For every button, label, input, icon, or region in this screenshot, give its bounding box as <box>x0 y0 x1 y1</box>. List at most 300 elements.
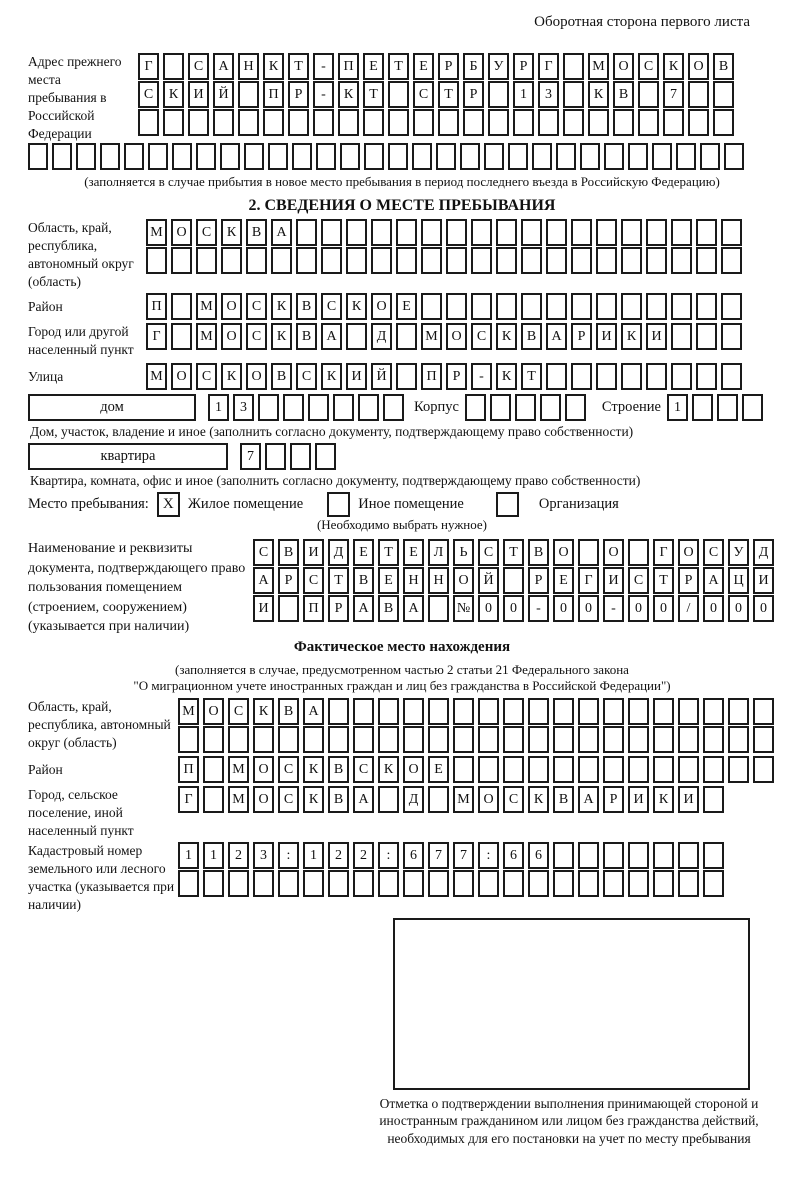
char-box[interactable]: Л <box>428 539 449 566</box>
char-box[interactable]: 7 <box>428 842 449 869</box>
char-box[interactable]: О <box>678 539 699 566</box>
char-box[interactable] <box>446 293 467 320</box>
char-box[interactable]: О <box>371 293 392 320</box>
char-box[interactable]: Ц <box>728 567 749 594</box>
char-box[interactable] <box>678 726 699 753</box>
char-box[interactable] <box>453 870 474 897</box>
char-box[interactable]: А <box>353 786 374 813</box>
char-box[interactable]: Е <box>413 53 434 80</box>
char-box[interactable]: С <box>188 53 209 80</box>
char-box[interactable]: 0 <box>653 595 674 622</box>
char-box[interactable]: С <box>478 539 499 566</box>
char-box[interactable] <box>271 247 292 274</box>
char-box[interactable]: Г <box>138 53 159 80</box>
char-box[interactable] <box>388 143 408 170</box>
char-box[interactable] <box>171 293 192 320</box>
char-box[interactable]: М <box>421 323 442 350</box>
char-box[interactable] <box>621 293 642 320</box>
char-box[interactable] <box>196 143 216 170</box>
char-box[interactable] <box>692 394 713 421</box>
char-box[interactable]: П <box>338 53 359 80</box>
char-box[interactable]: 3 <box>538 81 559 108</box>
char-box[interactable] <box>521 247 542 274</box>
char-box[interactable] <box>303 870 324 897</box>
char-box[interactable] <box>546 247 567 274</box>
char-box[interactable]: С <box>228 698 249 725</box>
char-box[interactable]: 1 <box>203 842 224 869</box>
char-box[interactable]: - <box>603 595 624 622</box>
char-box[interactable] <box>571 219 592 246</box>
char-box[interactable] <box>238 81 259 108</box>
char-box[interactable]: К <box>271 323 292 350</box>
char-box[interactable] <box>703 698 724 725</box>
char-box[interactable] <box>52 143 72 170</box>
char-box[interactable]: Е <box>363 53 384 80</box>
char-box[interactable] <box>76 143 96 170</box>
char-box[interactable] <box>321 219 342 246</box>
char-box[interactable]: 0 <box>703 595 724 622</box>
char-box[interactable]: Т <box>288 53 309 80</box>
char-box[interactable]: К <box>346 293 367 320</box>
char-box[interactable] <box>220 143 240 170</box>
char-box[interactable] <box>428 698 449 725</box>
char-box[interactable]: О <box>478 786 499 813</box>
char-box[interactable]: 7 <box>240 443 261 470</box>
char-box[interactable]: С <box>703 539 724 566</box>
char-box[interactable] <box>388 81 409 108</box>
char-box[interactable] <box>532 143 552 170</box>
char-box[interactable] <box>303 726 324 753</box>
char-box[interactable]: К <box>496 363 517 390</box>
char-box[interactable]: 1 <box>303 842 324 869</box>
char-box[interactable]: Т <box>328 567 349 594</box>
char-box[interactable]: Г <box>538 53 559 80</box>
char-box[interactable] <box>268 143 288 170</box>
char-box[interactable] <box>521 219 542 246</box>
char-box[interactable]: С <box>196 363 217 390</box>
char-box[interactable] <box>353 698 374 725</box>
char-box[interactable]: О <box>553 539 574 566</box>
char-box[interactable] <box>563 81 584 108</box>
char-box[interactable] <box>171 323 192 350</box>
char-box[interactable]: В <box>246 219 267 246</box>
char-box[interactable] <box>321 247 342 274</box>
char-box[interactable]: / <box>678 595 699 622</box>
char-box[interactable]: М <box>146 219 167 246</box>
char-box[interactable] <box>503 756 524 783</box>
char-box[interactable] <box>138 109 159 136</box>
char-box[interactable]: К <box>263 53 284 80</box>
char-box[interactable]: С <box>196 219 217 246</box>
char-box[interactable] <box>178 726 199 753</box>
char-box[interactable] <box>638 81 659 108</box>
char-box[interactable]: С <box>253 539 274 566</box>
char-box[interactable] <box>646 247 667 274</box>
char-box[interactable]: В <box>328 756 349 783</box>
char-box[interactable]: А <box>253 567 274 594</box>
char-box[interactable] <box>246 247 267 274</box>
char-box[interactable]: В <box>296 293 317 320</box>
char-box[interactable]: М <box>588 53 609 80</box>
char-box[interactable]: И <box>346 363 367 390</box>
char-box[interactable] <box>646 293 667 320</box>
char-box[interactable] <box>478 756 499 783</box>
char-box[interactable]: Г <box>578 567 599 594</box>
char-box[interactable]: А <box>213 53 234 80</box>
char-box[interactable] <box>228 726 249 753</box>
char-box[interactable] <box>496 219 517 246</box>
char-box[interactable] <box>478 870 499 897</box>
char-box[interactable]: 7 <box>453 842 474 869</box>
char-box[interactable] <box>496 247 517 274</box>
char-box[interactable]: И <box>303 539 324 566</box>
char-box[interactable]: - <box>471 363 492 390</box>
char-box[interactable] <box>628 726 649 753</box>
char-box[interactable]: 6 <box>503 842 524 869</box>
char-box[interactable]: В <box>278 698 299 725</box>
char-box[interactable]: К <box>653 786 674 813</box>
char-box[interactable] <box>603 698 624 725</box>
char-box[interactable] <box>471 219 492 246</box>
checkbox-zhiloe[interactable]: X <box>157 492 180 517</box>
char-box[interactable]: Г <box>146 323 167 350</box>
char-box[interactable]: О <box>171 363 192 390</box>
char-box[interactable]: Р <box>446 363 467 390</box>
char-box[interactable] <box>313 109 334 136</box>
char-box[interactable]: Е <box>553 567 574 594</box>
char-box[interactable]: С <box>321 293 342 320</box>
char-box[interactable] <box>328 698 349 725</box>
char-box[interactable] <box>578 842 599 869</box>
char-box[interactable]: С <box>246 293 267 320</box>
char-box[interactable]: С <box>246 323 267 350</box>
char-box[interactable]: 0 <box>578 595 599 622</box>
char-box[interactable] <box>503 698 524 725</box>
char-box[interactable] <box>671 293 692 320</box>
char-box[interactable] <box>496 293 517 320</box>
char-box[interactable] <box>340 143 360 170</box>
char-box[interactable]: : <box>478 842 499 869</box>
char-box[interactable] <box>515 394 536 421</box>
char-box[interactable] <box>603 870 624 897</box>
char-box[interactable]: А <box>321 323 342 350</box>
char-box[interactable]: 0 <box>728 595 749 622</box>
char-box[interactable] <box>703 726 724 753</box>
char-box[interactable] <box>678 842 699 869</box>
char-box[interactable]: К <box>338 81 359 108</box>
char-box[interactable] <box>688 109 709 136</box>
char-box[interactable]: В <box>271 363 292 390</box>
char-box[interactable]: М <box>453 786 474 813</box>
char-box[interactable]: К <box>321 363 342 390</box>
char-box[interactable] <box>538 109 559 136</box>
char-box[interactable]: № <box>453 595 474 622</box>
char-box[interactable]: М <box>196 293 217 320</box>
char-box[interactable]: Н <box>238 53 259 80</box>
char-box[interactable] <box>546 293 567 320</box>
char-box[interactable] <box>403 698 424 725</box>
char-box[interactable] <box>717 394 738 421</box>
char-box[interactable]: Т <box>521 363 542 390</box>
char-box[interactable] <box>671 323 692 350</box>
char-box[interactable]: В <box>553 786 574 813</box>
char-box[interactable]: В <box>613 81 634 108</box>
char-box[interactable]: О <box>603 539 624 566</box>
char-box[interactable]: - <box>313 53 334 80</box>
char-box[interactable]: Д <box>328 539 349 566</box>
char-box[interactable] <box>363 109 384 136</box>
char-box[interactable] <box>196 247 217 274</box>
char-box[interactable] <box>503 870 524 897</box>
char-box[interactable]: К <box>378 756 399 783</box>
char-box[interactable] <box>596 219 617 246</box>
char-box[interactable] <box>346 247 367 274</box>
char-box[interactable] <box>346 323 367 350</box>
char-box[interactable]: Р <box>278 567 299 594</box>
char-box[interactable] <box>703 842 724 869</box>
char-box[interactable] <box>403 726 424 753</box>
char-box[interactable]: Н <box>403 567 424 594</box>
char-box[interactable] <box>265 443 286 470</box>
char-box[interactable] <box>203 756 224 783</box>
char-box[interactable] <box>556 143 576 170</box>
char-box[interactable] <box>364 143 384 170</box>
char-box[interactable] <box>671 247 692 274</box>
char-box[interactable]: 6 <box>528 842 549 869</box>
char-box[interactable]: К <box>588 81 609 108</box>
char-box[interactable]: 2 <box>228 842 249 869</box>
char-box[interactable]: И <box>646 323 667 350</box>
char-box[interactable] <box>396 363 417 390</box>
char-box[interactable] <box>438 109 459 136</box>
char-box[interactable]: К <box>221 219 242 246</box>
char-box[interactable] <box>603 756 624 783</box>
char-box[interactable] <box>621 219 642 246</box>
char-box[interactable] <box>388 109 409 136</box>
char-box[interactable] <box>421 219 442 246</box>
char-box[interactable]: К <box>496 323 517 350</box>
char-box[interactable] <box>100 143 120 170</box>
char-box[interactable] <box>728 698 749 725</box>
char-box[interactable] <box>172 143 192 170</box>
char-box[interactable] <box>488 109 509 136</box>
char-box[interactable] <box>604 143 624 170</box>
char-box[interactable] <box>628 870 649 897</box>
char-box[interactable] <box>596 247 617 274</box>
char-box[interactable] <box>396 219 417 246</box>
char-box[interactable] <box>296 247 317 274</box>
char-box[interactable]: Г <box>653 539 674 566</box>
char-box[interactable]: У <box>728 539 749 566</box>
char-box[interactable] <box>753 756 774 783</box>
char-box[interactable] <box>728 726 749 753</box>
char-box[interactable]: 1 <box>208 394 229 421</box>
char-box[interactable] <box>563 109 584 136</box>
char-box[interactable] <box>646 363 667 390</box>
char-box[interactable] <box>213 109 234 136</box>
char-box[interactable] <box>471 247 492 274</box>
char-box[interactable]: А <box>703 567 724 594</box>
char-box[interactable]: О <box>403 756 424 783</box>
char-box[interactable] <box>278 870 299 897</box>
char-box[interactable]: А <box>578 786 599 813</box>
char-box[interactable]: П <box>263 81 284 108</box>
char-box[interactable]: И <box>603 567 624 594</box>
char-box[interactable] <box>465 394 486 421</box>
char-box[interactable] <box>724 143 744 170</box>
char-box[interactable] <box>413 109 434 136</box>
char-box[interactable] <box>378 726 399 753</box>
char-box[interactable] <box>288 109 309 136</box>
char-box[interactable]: Т <box>503 539 524 566</box>
char-box[interactable]: Р <box>328 595 349 622</box>
char-box[interactable]: О <box>253 756 274 783</box>
char-box[interactable] <box>471 293 492 320</box>
char-box[interactable]: О <box>688 53 709 80</box>
char-box[interactable] <box>488 81 509 108</box>
char-box[interactable] <box>696 219 717 246</box>
char-box[interactable] <box>646 219 667 246</box>
char-box[interactable] <box>508 143 528 170</box>
char-box[interactable]: С <box>278 756 299 783</box>
char-box[interactable]: Т <box>653 567 674 594</box>
char-box[interactable] <box>721 323 742 350</box>
char-box[interactable] <box>721 219 742 246</box>
char-box[interactable] <box>463 109 484 136</box>
char-box[interactable] <box>171 247 192 274</box>
char-box[interactable] <box>333 394 354 421</box>
char-box[interactable] <box>296 219 317 246</box>
char-box[interactable] <box>671 219 692 246</box>
char-box[interactable]: Р <box>463 81 484 108</box>
char-box[interactable] <box>163 53 184 80</box>
char-box[interactable] <box>696 247 717 274</box>
char-box[interactable]: П <box>178 756 199 783</box>
char-box[interactable] <box>638 109 659 136</box>
char-box[interactable]: Е <box>403 539 424 566</box>
char-box[interactable]: М <box>228 756 249 783</box>
char-box[interactable] <box>663 109 684 136</box>
char-box[interactable] <box>653 698 674 725</box>
char-box[interactable]: Д <box>753 539 774 566</box>
char-box[interactable]: О <box>253 786 274 813</box>
char-box[interactable] <box>653 726 674 753</box>
char-box[interactable] <box>124 143 144 170</box>
char-box[interactable]: О <box>203 698 224 725</box>
char-box[interactable] <box>238 109 259 136</box>
char-box[interactable] <box>603 726 624 753</box>
char-box[interactable]: К <box>528 786 549 813</box>
char-box[interactable]: Р <box>288 81 309 108</box>
char-box[interactable]: К <box>221 363 242 390</box>
char-box[interactable]: У <box>488 53 509 80</box>
char-box[interactable] <box>453 698 474 725</box>
char-box[interactable] <box>446 247 467 274</box>
char-box[interactable]: О <box>221 323 242 350</box>
char-box[interactable] <box>578 539 599 566</box>
char-box[interactable]: Р <box>571 323 592 350</box>
char-box[interactable]: Е <box>353 539 374 566</box>
char-box[interactable] <box>353 870 374 897</box>
char-box[interactable] <box>478 698 499 725</box>
char-box[interactable] <box>700 143 720 170</box>
char-box[interactable] <box>146 247 167 274</box>
char-box[interactable]: : <box>378 842 399 869</box>
char-box[interactable]: 7 <box>663 81 684 108</box>
char-box[interactable] <box>652 143 672 170</box>
char-box[interactable] <box>203 786 224 813</box>
char-box[interactable] <box>688 81 709 108</box>
char-box[interactable] <box>676 143 696 170</box>
char-box[interactable] <box>696 293 717 320</box>
char-box[interactable] <box>503 567 524 594</box>
char-box[interactable]: С <box>353 756 374 783</box>
char-box[interactable] <box>396 247 417 274</box>
char-box[interactable]: В <box>378 595 399 622</box>
char-box[interactable]: 6 <box>403 842 424 869</box>
char-box[interactable]: 0 <box>553 595 574 622</box>
char-box[interactable]: Р <box>438 53 459 80</box>
char-box[interactable]: С <box>278 786 299 813</box>
char-box[interactable] <box>371 219 392 246</box>
char-box[interactable]: Т <box>388 53 409 80</box>
char-box[interactable]: Т <box>438 81 459 108</box>
char-box[interactable]: В <box>528 539 549 566</box>
char-box[interactable]: К <box>253 698 274 725</box>
char-box[interactable] <box>578 698 599 725</box>
char-box[interactable]: Ь <box>453 539 474 566</box>
char-box[interactable] <box>571 293 592 320</box>
char-box[interactable]: Е <box>428 756 449 783</box>
char-box[interactable]: 0 <box>478 595 499 622</box>
char-box[interactable] <box>403 870 424 897</box>
char-box[interactable] <box>228 870 249 897</box>
char-box[interactable] <box>696 363 717 390</box>
char-box[interactable] <box>290 443 311 470</box>
char-box[interactable] <box>628 698 649 725</box>
char-box[interactable] <box>553 698 574 725</box>
char-box[interactable]: Т <box>363 81 384 108</box>
char-box[interactable]: О <box>446 323 467 350</box>
char-box[interactable] <box>428 595 449 622</box>
checkbox-inoe[interactable] <box>327 492 350 517</box>
char-box[interactable] <box>578 870 599 897</box>
char-box[interactable] <box>346 219 367 246</box>
char-box[interactable]: К <box>303 786 324 813</box>
char-box[interactable]: М <box>228 786 249 813</box>
char-box[interactable]: В <box>353 567 374 594</box>
char-box[interactable] <box>221 247 242 274</box>
char-box[interactable]: Й <box>213 81 234 108</box>
char-box[interactable] <box>338 109 359 136</box>
char-box[interactable] <box>721 363 742 390</box>
char-box[interactable]: С <box>638 53 659 80</box>
char-box[interactable] <box>513 109 534 136</box>
char-box[interactable] <box>571 363 592 390</box>
char-box[interactable] <box>578 726 599 753</box>
char-box[interactable] <box>540 394 561 421</box>
char-box[interactable] <box>521 293 542 320</box>
char-box[interactable] <box>253 870 274 897</box>
char-box[interactable]: С <box>303 567 324 594</box>
char-box[interactable] <box>713 81 734 108</box>
char-box[interactable] <box>653 756 674 783</box>
char-box[interactable]: С <box>628 567 649 594</box>
char-box[interactable]: О <box>453 567 474 594</box>
char-box[interactable] <box>308 394 329 421</box>
char-box[interactable] <box>603 842 624 869</box>
char-box[interactable] <box>613 109 634 136</box>
